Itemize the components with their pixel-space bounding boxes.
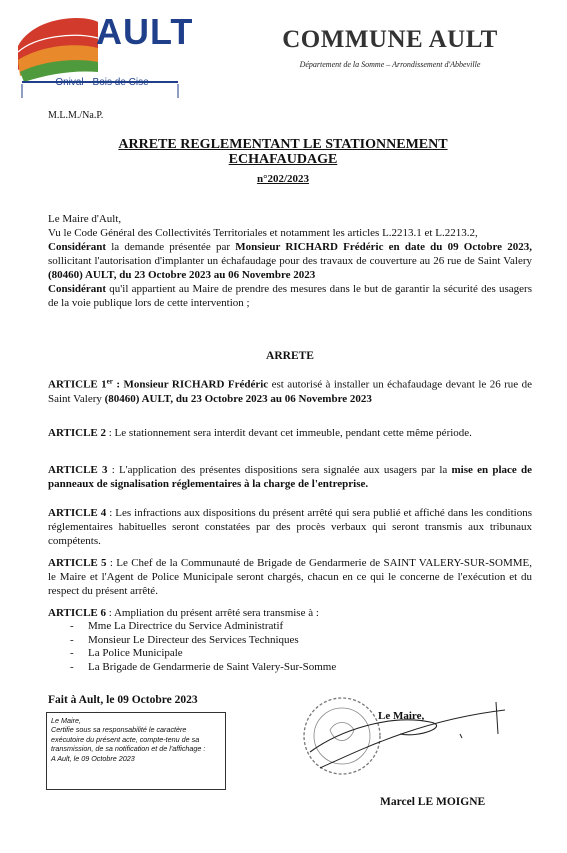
title-line-2: ECHAFAUDAGE: [228, 152, 338, 167]
signer-name: Marcel LE MOIGNE: [380, 796, 486, 808]
distribution-list: [48, 620, 532, 674]
article-5: ARTICLE 5 : Le Chef de la Communauté de Brigade de Gendarmerie de SAINT VALERY-SUR-SOMME, le Maire et l'Agent de Police Municipale seront chargés, chacun en ce qui le concerne de l'exécution et du respect du présent arrêté.: [48, 557, 532, 597]
article-1: ARTICLE 1er : Monsieur RICHARD Frédéric est autorisé à installer un échafaudage devant le 26 rue de Saint Valery (80460) AULT, du 23 Octobre 2023 au 06 Novembre 2023: [48, 377, 532, 405]
reference-code: M.L.M./Na.P.: [48, 110, 104, 121]
list-item: - Monsieur Le Directeur des Services Techniques: [48, 634, 532, 648]
considerant-2: Considérant qu'il appartient au Maire de prendre des mesures dans le but de garantir la sécurité des usagers de la voie publique lors de cette intervention ;: [48, 283, 532, 309]
article-3: ARTICLE 3 : L'application des présentes dispositions sera signalée aux usagers par la mise en place de panneaux de signalisation réglementaires à la charge de l'entreprise.: [48, 464, 532, 490]
document-title: [40, 137, 526, 167]
article-2: ARTICLE 2 : Le stationnement sera interdit devant cet immeuble, pendant cette même période.: [48, 427, 472, 439]
logo-wordmark: AULT: [96, 11, 194, 52]
considerant-1: Considérant la demande présentée par Monsieur RICHARD Frédéric en date du 09 Octobre 2023, sollicitant l'autorisation d'implanter un échafaudage pour des travaux de couverture au 26 rue de Saint Valery (80460) AULT, du 23 Octobre 2023 au 06 Novembre 2023: [48, 241, 532, 281]
list-item: - La Brigade de Gendarmerie de Saint Valery-Sur-Somme: [48, 661, 532, 675]
maire-line: Le Maire d'Ault,: [48, 213, 122, 225]
arrete-heading: ARRETE: [266, 350, 314, 362]
vu-paragraph: Vu le Code Général des Collectivités Territoriales et notamment les articles L.2213.1 et L.2213.2,: [48, 227, 478, 239]
commune-title: COMMUNE AULT: [282, 26, 498, 53]
article-4: ARTICLE 4 : Les infractions aux dispositions du présent arrêté qui sera publié et affiché dans les conditions réglementaires habituelles seront constatées par des procès verbaux qui seront transmis aux tribunaux compétents.: [48, 507, 532, 547]
cert-maire: Le Maire,: [51, 716, 81, 725]
article-6: ARTICLE 6 : Ampliation du présent arrêté sera transmise à :: [48, 607, 319, 619]
certification-box: [46, 712, 226, 790]
commune-department: Département de la Somme – Arrondissement d'Abbeville: [299, 60, 481, 69]
stamp-icon: [300, 690, 510, 790]
fait-a-ault: Fait à Ault, le 09 Octobre 2023: [48, 694, 198, 706]
signature-label: Le Maire,: [378, 710, 425, 722]
list-item: - La Police Municipale: [48, 647, 532, 661]
preamble: [48, 212, 532, 310]
arrete-number: n°202/2023: [256, 173, 310, 185]
logo-subtitle: Onival - Bois de Cise: [55, 77, 149, 88]
cert-date: A Ault, le 09 Octobre 2023: [51, 753, 135, 763]
official-stamp-signature: [300, 690, 510, 790]
list-item: - Mme La Directrice du Service Administratif: [48, 620, 532, 634]
title-line-1: ARRETE REGLEMENTANT LE STATIONNEMENT: [118, 137, 448, 152]
cert-text: Certifie sous sa responsabilité le caractère exécutoire du présent acte, compte-tenu de sa transmission, de sa notification et de l'affichage :: [51, 725, 206, 754]
